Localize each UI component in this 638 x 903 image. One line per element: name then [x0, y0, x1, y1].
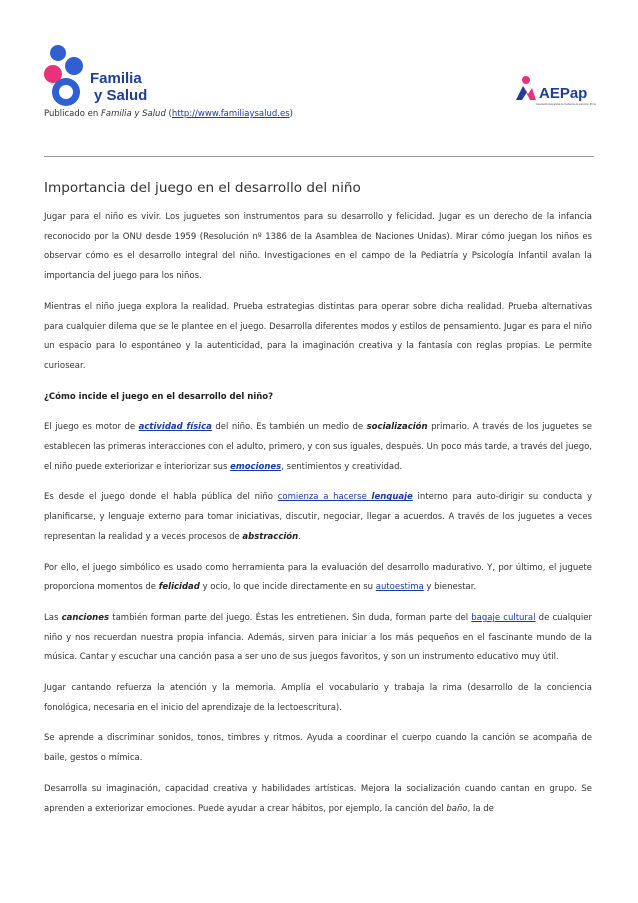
paragraph-7: Jugar cantando refuerza la atención y la memoria. Amplía el vocabulario y trabaja la rima (desarrollo de la conciencia fonológica, necesaria en el inicio del aprendizaje de la lectoescritura). [44, 683, 592, 713]
published-site: Familia y Salud [100, 109, 166, 119]
paragraph-1: Jugar para el niño es vivir. Los juguetes son instrumentos para su desarrollo y felicidad. Jugar es un derecho de la infancia reconocido por la ONU desde 1959 (Resolución nº 1386 de la Asamblea de Naciones Unidas). Mirar cómo juegan los niños es observar cómo es el desarrollo integral del niño. Investigaciones en el campo de la Pediatría y Psicología Infantil avalan la importancia del juego para los niños. [44, 212, 592, 282]
aepap-logo-text: AEPap [539, 85, 588, 102]
logo-text-line2: y Salud [94, 87, 148, 104]
p3-text-a: El juego es motor de [44, 422, 139, 433]
section-question: ¿Cómo incide el juego en el desarrollo del niño? [44, 391, 274, 402]
article-title: Importancia del juego en el desarrollo del niño [44, 180, 361, 196]
logo-text-line1: Familia [90, 70, 142, 87]
autoestima-link[interactable]: autoestima [375, 582, 424, 593]
familia-logo-mark [44, 44, 154, 110]
paragraph-5 [44, 559, 592, 598]
published-close: ) [289, 109, 293, 119]
p3-text-d: , sentimientos y creatividad. [281, 461, 403, 472]
p9-text-a: Desarrolla su imaginación, capacidad creativa y habilidades artísticas. Mejora la socialización cuando cantan en grupo. Se aprenden a exteriorizar emociones. Puede ayudar a crear hábitos, por ejemplo, la canción del [44, 783, 592, 814]
p4-text-c: . [298, 531, 301, 542]
p9-italic-bano: baño [446, 803, 468, 814]
paragraph-9 [44, 780, 592, 819]
paragraph-3 [44, 418, 592, 477]
p5-bold-felicidad: felicidad [158, 582, 200, 593]
paragraph-6 [44, 609, 592, 668]
site-url-link[interactable]: http://www.familiaysalud.es [171, 109, 290, 119]
p5-text-b: y ocio, lo que incide directamente en su [199, 582, 376, 593]
p3-bold-socializacion: socialización [366, 422, 428, 433]
lenguaje-link[interactable]: lenguaje [371, 492, 413, 503]
p6-text-b: también forman parte del juego. Éstas les entretienen. Sin duda, forman parte del [109, 612, 472, 623]
familia-y-salud-logo[interactable] [44, 44, 154, 110]
paragraph-8: Se aprende a discriminar sonidos, tonos, timbres y ritmos. Ayuda a coordinar el cuerpo cuando la canción se acompaña de baile, gestos o mímica. [44, 733, 592, 764]
aepap-logo[interactable] [512, 74, 596, 108]
p3-text-c: primario. A través de los juguetes se establecen las primeras interacciones con el adulto, primero, y con sus iguales, después. Un poco más tarde, a través del juego, el niño puede exteriorizar e interiorizar sus [44, 422, 593, 472]
aepap-logo-mark [512, 74, 596, 108]
lenguaje-link-prefix[interactable]: comienza a hacerse [277, 492, 372, 503]
p5-text-c: y bienestar. [423, 582, 477, 593]
p6-bold-canciones: canciones [61, 612, 110, 623]
published-line [44, 109, 293, 119]
p4-text-a: Es desde el juego donde el habla pública del niño [44, 492, 278, 503]
p6-text-c: de cualquier niño y nos recuerdan nuestra propia infancia. Además, sirven para iniciar a los más pequeños en el fascinante mundo de la música. Cantar y escuchar una canción pasa a ser uno de sus juegos favoritos, y son un instrumento educativo muy útil. [44, 612, 592, 663]
p9-text-b: , la de [467, 803, 494, 814]
published-open: ( [165, 109, 172, 119]
actividad-fisica-link[interactable]: actividad física [138, 422, 212, 433]
bagaje-cultural-link[interactable]: bagaje cultural [471, 612, 536, 623]
paragraph-4 [44, 488, 592, 547]
p5-text-a: Por ello, el juego simbólico es usado como herramienta para la evaluación del desarrollo madurativo. Y, por último, el juguete proporciona momentos de [44, 562, 592, 593]
p4-bold-abstraccion: abstracción [242, 531, 299, 542]
paragraph-2: Mientras el niño juega explora la realidad. Prueba estrategias distintas para operar sobre dicha realidad. Prueba alternativas para cualquier dilema que se le plantee en el juego. Desarrolla diferentes modos y estilos de pensamiento. Jugar es para el niño un espacio para lo espontáneo y la autenticidad, para la imaginación creativa y la fantasía con reglas propias. Le permite curiosear. [44, 301, 592, 371]
p3-text-b: del niño. Es también un medio de [211, 422, 367, 433]
divider [44, 156, 594, 157]
emociones-link[interactable]: emociones [230, 461, 282, 472]
article-body [44, 208, 592, 830]
p6-text-a: Las [44, 612, 62, 623]
published-prefix: Publicado en [44, 109, 101, 119]
p4-text-b: interno para auto-dirigir su conducta y planificarse, y lenguaje externo para tomar iniciativas, discutir, negociar, llegar a acuerdos. A través de los juguetes a veces representan la realidad y a veces procesos de [44, 492, 592, 542]
aepap-logo-subtext: Asociación Española de Pediatría de Atención Primaria [536, 103, 596, 106]
